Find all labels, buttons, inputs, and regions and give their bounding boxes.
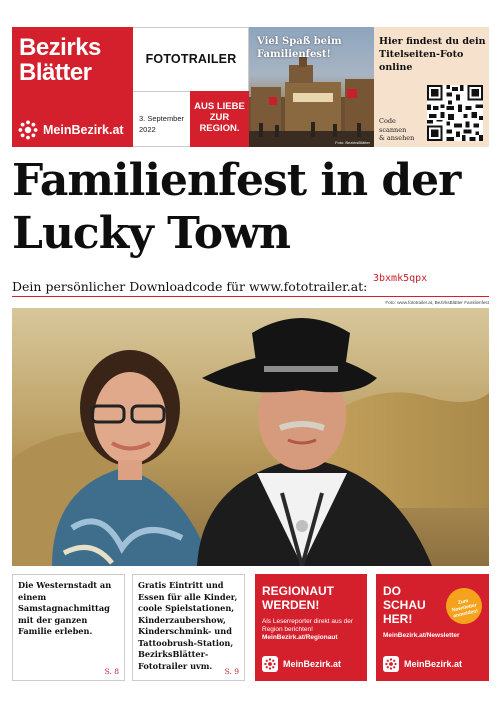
ad-url[interactable]: MeinBezirk.at/Newsletter (383, 632, 460, 639)
download-code[interactable]: 3bxmk5qpx (373, 273, 428, 284)
sun-logo-icon (383, 656, 399, 672)
issue-date: 3. September 2022 (139, 114, 185, 134)
qr-panel (374, 27, 489, 147)
teaser-photo-title: Viel Spaß beim Familienfest! (257, 36, 342, 60)
qr-label: Code scannen & ansehen (379, 117, 415, 142)
ad-subtext (383, 632, 460, 640)
download-code-label: Dein persönlicher Downloadcode für www.fototrailer.at: (12, 279, 368, 294)
sun-logo-icon (262, 656, 278, 672)
qr-code-icon[interactable] (427, 85, 483, 141)
masthead (12, 27, 489, 147)
teaser-text: Die Westernstadt an einem Samstagnachmittag mit der ganzen Familie erleben. (18, 580, 112, 636)
ad-regionaut[interactable] (255, 574, 367, 681)
red-rule (12, 296, 489, 297)
edition-info (133, 27, 249, 147)
main-photo[interactable] (12, 308, 489, 566)
ad-brand: MeinBezirk.at (383, 656, 462, 672)
slogan-box: AUS LIEBE ZUR REGION. (190, 91, 249, 147)
teaser-westernstadt[interactable] (12, 574, 125, 681)
meinbezirk-brand: MeinBezirk.at (18, 120, 124, 140)
newsletter-badge[interactable]: Zum Newsletter anmelden! (443, 585, 486, 628)
logo-wordmark: Bezirks Blätter (19, 34, 101, 86)
main-headline: Familienfest in der Lucky Town (12, 155, 461, 259)
teaser-page-ref: S. 9 (224, 667, 239, 676)
couple-photo-image (12, 308, 489, 566)
ad-newsletter[interactable] (376, 574, 489, 681)
sun-logo-icon (18, 120, 38, 140)
bezirksblaetter-logo[interactable] (12, 27, 133, 147)
section-label: FOTOTRAILER (145, 52, 237, 66)
ad-title: REGIONAUT WERDEN! (262, 584, 334, 612)
ad-url[interactable]: MeinBezirk.at/Regionaut (262, 634, 338, 641)
photo-credit: Foto: BezirksBlätter (335, 140, 370, 145)
teaser-photo[interactable] (249, 27, 374, 147)
teaser-gratis-eintritt[interactable] (132, 574, 245, 681)
ad-title: DO SCHAU HER! (383, 584, 426, 626)
ad-brand: MeinBezirk.at (262, 656, 341, 672)
teaser-page-ref: S. 8 (104, 667, 119, 676)
ad-subtext: Als Leserreporter direkt aus der Region berichten! MeinBezirk.at/Regionaut (262, 618, 367, 642)
teaser-text: Gratis Eintritt und Essen für alle Kinder, coole Spielstationen, Kinderzaubershow, Kinderschmink- und Tattoobrush-Station, BezirksBlätter-Fototrailer uvm. (138, 580, 238, 671)
qr-title: Hier findest du dein Titelseiten-Foto online (379, 36, 486, 73)
main-photo-credit: Foto: www.fototrailer.at, BezirksBlätter Familienfest (385, 300, 489, 305)
